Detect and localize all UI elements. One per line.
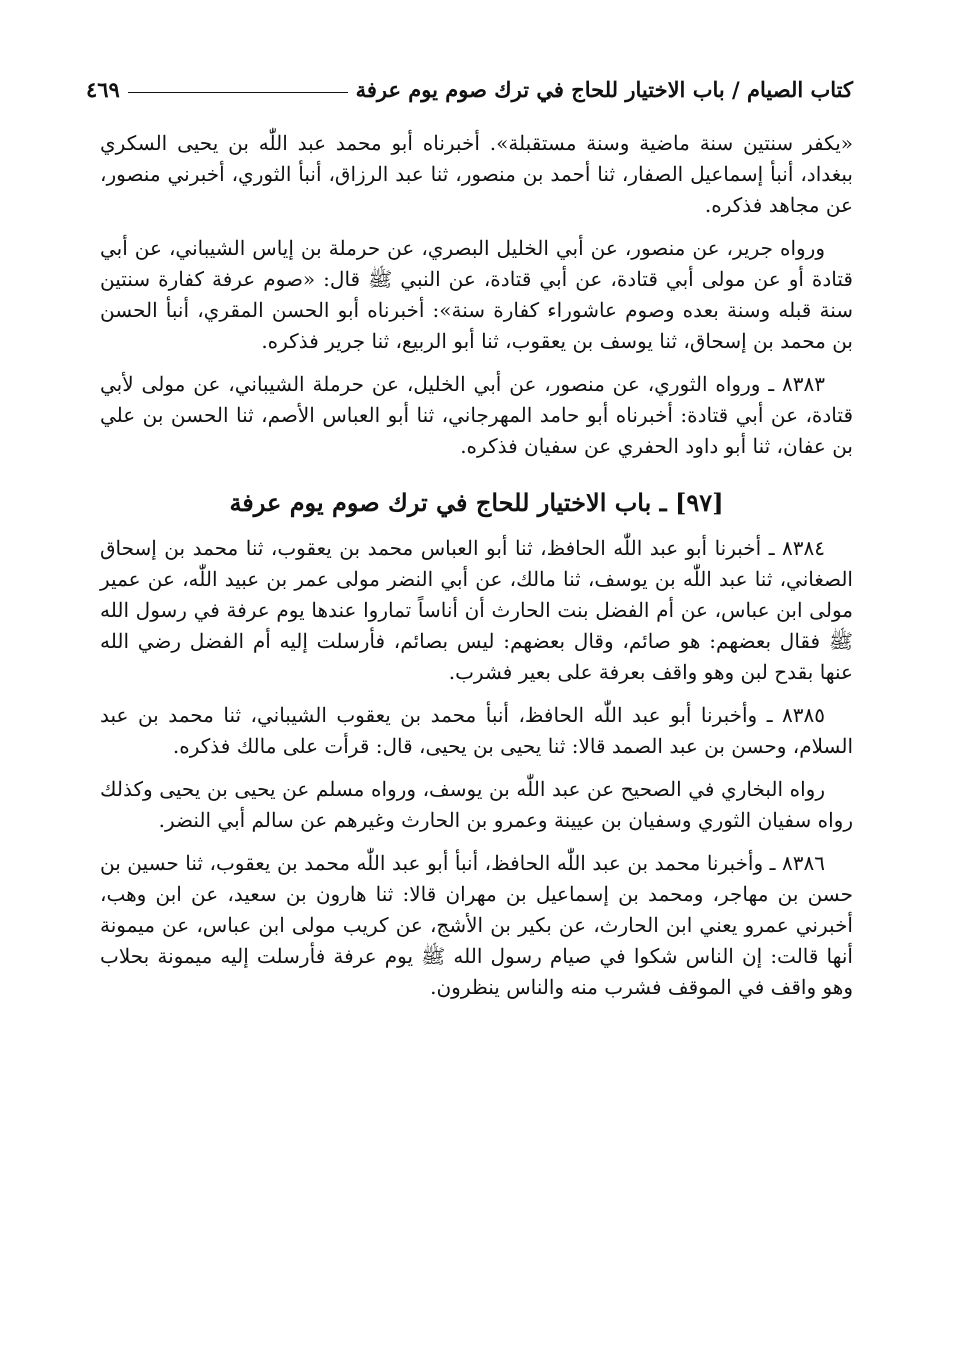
- header-rule: [128, 92, 348, 93]
- section-heading: [٩٧] ـ باب الاختيار للحاج في ترك صوم يوم عرفة: [229, 488, 724, 517]
- running-header: [86, 72, 853, 106]
- paragraph: ٨٣٨٥ ـ وأخبرنا أبو عبد اللّٰه الحافظ، أنبأ محمد بن يعقوب الشيباني، ثنا محمد بن عبد السلام، وحسن بن عبد الصمد قالا: ثنا يحيى بن يحيى، قال: قرأت على مالك فذكره.: [100, 703, 853, 758]
- paragraph: ورواه جرير، عن منصور، عن أبي الخليل البصري، عن حرملة بن إياس الشيباني، عن أبي قتادة أو عن مولى أبي قتادة، عن أبي قتادة، عن النبي ﷺ قال: «صوم عرفة كفارة سنتين سنة قبله وسنة بعده وصوم عاشوراء كفارة سنة»: أخبرناه أبو الحسن المقري، أنبأ الحسن بن محمد بن إسحاق، ثنا يوسف بن يعقوب، ثنا أبو الربيع، ثنا جرير فذكره.: [100, 236, 853, 353]
- running-title: كتاب الصيام / باب الاختيار للحاج في ترك صوم يوم عرفة: [355, 76, 853, 102]
- paragraph: «يكفر سنتين سنة ماضية وسنة مستقبلة». أخبرناه أبو محمد عبد اللّٰه بن يحيى السكري ببغداد، أنبأ إسماعيل الصفار، ثنا أحمد بن منصور، ثنا عبد الرزاق، أنبأ الثوري، أخبرني منصور، عن مجاهد فذكره.: [100, 131, 854, 217]
- paragraph: ٨٣٨٦ ـ وأخبرنا محمد بن عبد اللّٰه الحافظ، أنبأ أبو عبد اللّٰه محمد بن يعقوب، ثنا حسين بن حسن بن مهاجر، ومحمد بن إسماعيل بن مهران قالا: ثنا هارون بن سعيد، عن ابن وهب، أخبرني عمرو يعني ابن الحارث، عن بكير بن الأشج، عن كريب مولى ابن عباس، عن ميمونة أنها قالت: إن الناس شكوا في صيام رسول الله ﷺ يوم عرفة فأرسلت إليه ميمونة بحلاب وهو واقف في الموقف فشرب منه والناس ينظرون.: [100, 851, 853, 999]
- paragraph: ٨٣٨٤ ـ أخبرنا أبو عبد اللّٰه الحافظ، ثنا أبو العباس محمد بن يعقوب، ثنا محمد بن إسحاق الصغاني، ثنا عبد اللّٰه بن يوسف، ثنا مالك، عن أبي النضر مولى عمر بن عبيد اللّٰه، عن عمير مولى ابن عباس، عن أم الفضل بنت الحارث أن أناساً تماروا عندها يوم عرفة في رسول الله ﷺ فقال بعضهم: هو صائم، وقال بعضهم: ليس بصائم، فأرسلت إليه أم الفضل رضي الله عنها بقدح لبن وهو واقف بعرفة على بعير فشرب.: [100, 536, 853, 684]
- paragraph: رواه البخاري في الصحيح عن عبد اللّٰه بن يوسف، ورواه مسلم عن يحيى بن يحيى وكذلك رواه سفيان الثوري وسفيان بن عيينة وعمرو بن الحارث وغيرهم عن سالم أبي النضر.: [100, 777, 853, 832]
- body-text: [100, 128, 853, 1015]
- paragraph: ٨٣٨٣ ـ ورواه الثوري، عن منصور، عن أبي الخليل، عن حرملة الشيباني، عن مولى لأبي قتادة، عن أبي قتادة: أخبرناه أبو حامد المهرجاني، ثنا أبو العباس الأصم، ثنا الحسن بن علي بن عفان، ثنا أبو داود الحفري عن سفيان فذكره.: [100, 372, 853, 458]
- page-number: ٤٦٩: [86, 76, 120, 102]
